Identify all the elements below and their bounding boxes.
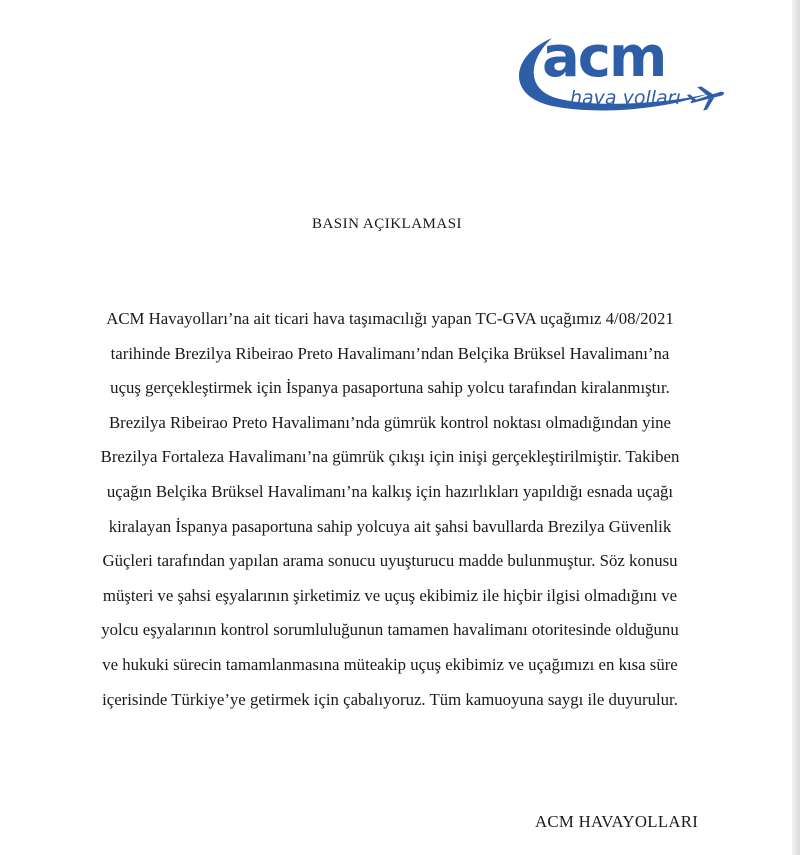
body-line: uçuş gerçekleştirmek için İspanya pasaportuna sahip yolcu tarafından kiralanmıştır.	[110, 378, 670, 398]
body-line: tarihinde Brezilya Ribeirao Preto Havalimanı’ndan Belçika Brüksel Havalimanı’na	[110, 343, 670, 363]
signature: ACM HAVAYOLLARI	[535, 812, 699, 831]
acm-logo	[512, 18, 732, 122]
body-line: kiralayan İspanya pasaportuna sahip yolcuya ait şahsi bavullarda Brezilya Güvenlik	[108, 516, 672, 536]
body-line: uçağın Belçika Brüksel Havalimanı’na kalkış için hazırlıkları yapıldığı esnada uçağı	[106, 481, 674, 501]
logo-brand: acm	[542, 25, 666, 90]
page-edge	[792, 0, 800, 855]
airplane-icon	[686, 81, 727, 113]
body-line: içerisinde Türkiye’ye getirmek için çabalıyoruz. Tüm kamuoyuna saygı ile duyurulur.	[102, 689, 678, 709]
body-line: Brezilya Fortaleza Havalimanı’na gümrük çıkışı için inişi gerçekleştirilmiştir. Takiben	[100, 447, 680, 467]
press-release-body	[40, 302, 740, 717]
body-line: ACM Havayolları’na ait ticari hava taşımacılığı yapan TC-GVA uçağımız 4/08/2021	[106, 309, 674, 328]
logo-tagline: hava yolları	[570, 87, 681, 109]
body-line: ve hukuki sürecin tamamlanmasına müteakip uçuş ekibimiz ve uçağımızı en kısa süre	[102, 654, 678, 674]
page-title: BASIN AÇIKLAMASI	[311, 216, 463, 232]
body-line: Brezilya Ribeirao Preto Havalimanı’nda gümrük kontrol noktası olmadığından yine	[108, 412, 672, 432]
body-line: müşteri ve şahsi eşyalarının şirketimiz ve uçuş ekibimiz ile hiçbir ilgisi olmadığını ve	[102, 585, 678, 605]
body-line: yolcu eşyalarının kontrol sorumluluğunun tamamen havalimanı otoritesinde olduğunu	[101, 620, 679, 640]
body-line: Güçleri tarafından yapılan arama sonucu uyuşturucu madde bulunmuştur. Söz konusu	[102, 551, 678, 571]
